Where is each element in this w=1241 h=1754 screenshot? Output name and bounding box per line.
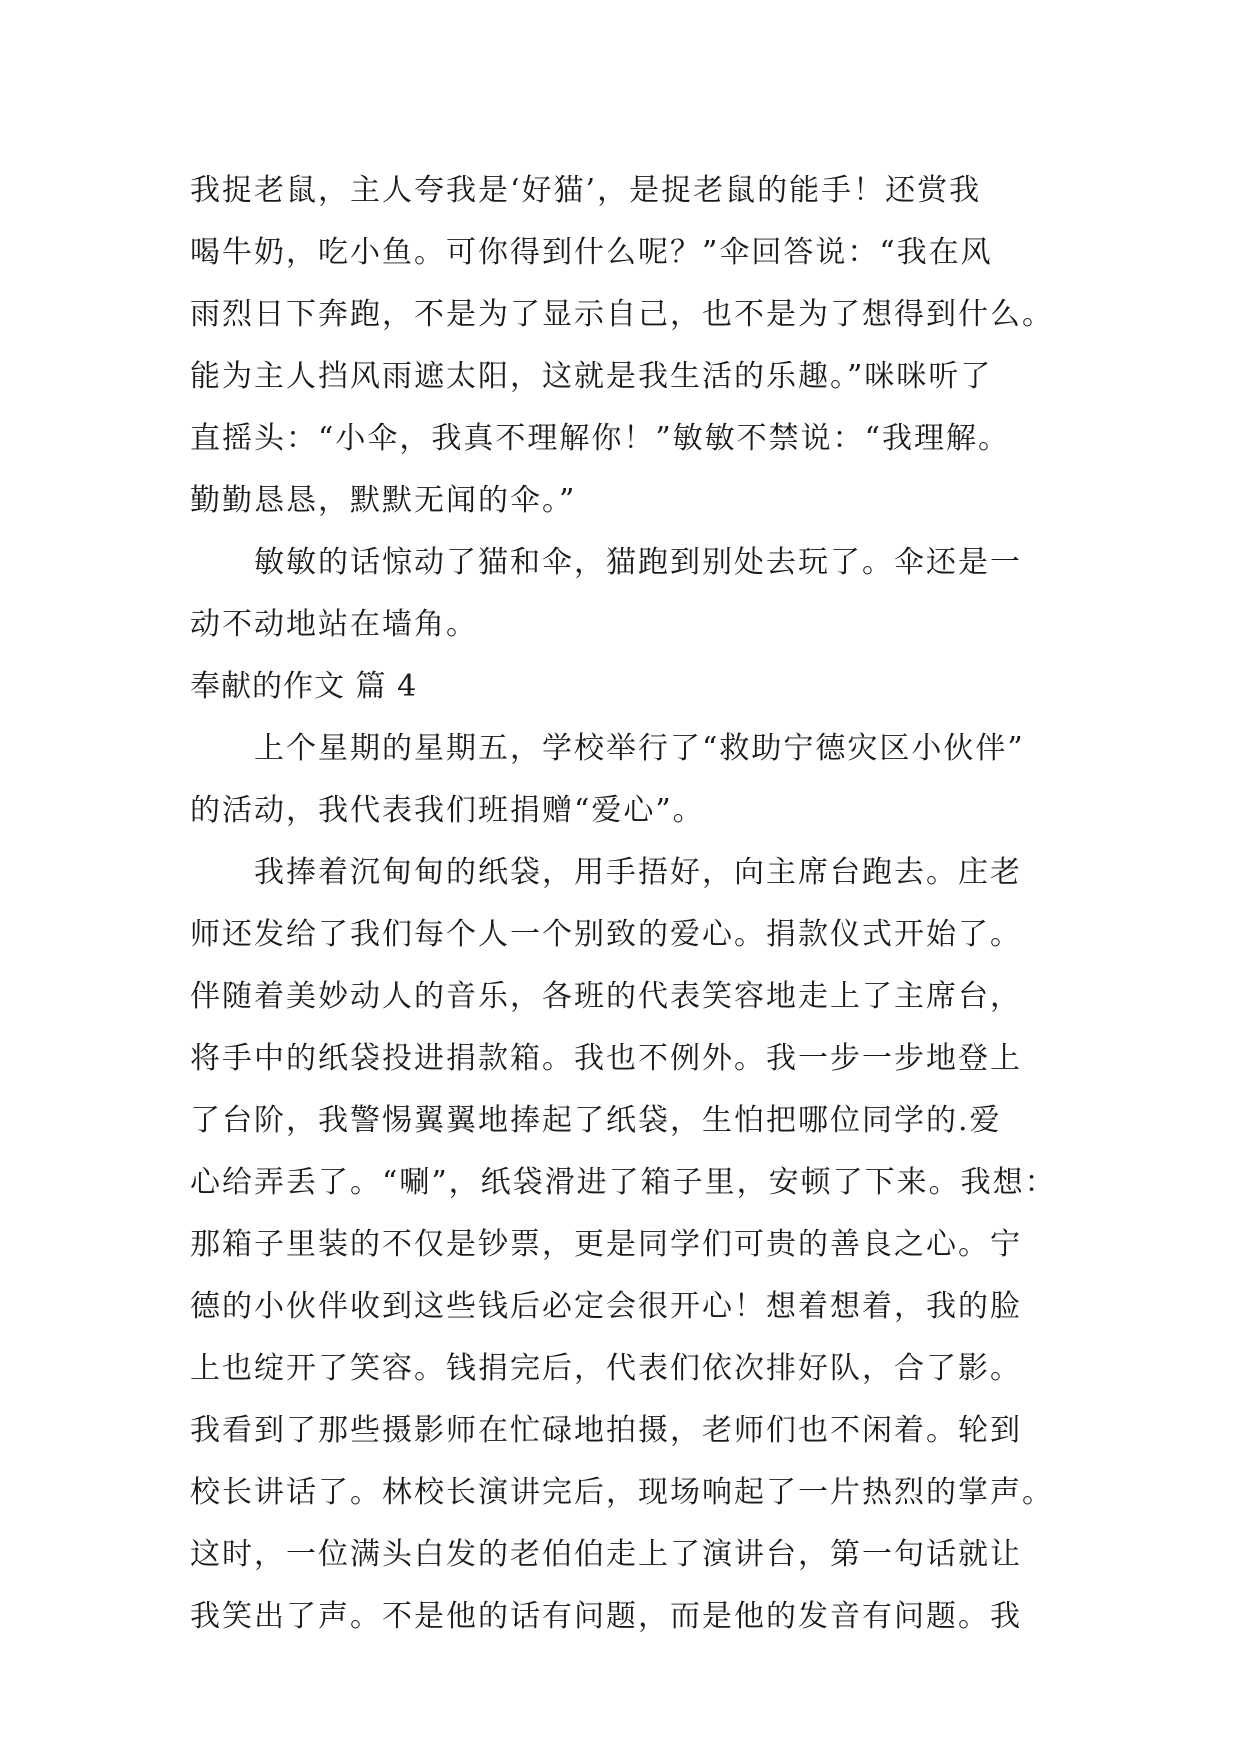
text-line: 的活动，我代表我们班捐赠“爱心”。 [190, 793, 705, 828]
text-line: 那箱子里装的不仅是钞票，更是同学们可贵的善良之心。宁 [190, 1227, 1022, 1262]
text-line: 我捉老鼠，主人夸我是‘好猫’，是捉老鼠的能手！还赏我 [190, 173, 982, 208]
text-line: 动不动地站在墙角。 [190, 607, 478, 642]
text-line: 将手中的纸袋投进捐款箱。我也不例外。我一步一步地登上 [190, 1041, 1022, 1076]
text-line: 喝牛奶，吃小鱼。可你得到什么呢？”伞回答说：“我在风 [190, 235, 993, 270]
text-line: 师还发给了我们每个人一个别致的爱心。捐款仪式开始了。 [190, 917, 1022, 952]
text-line: 我看到了那些摄影师在忙碌地拍摄，老师们也不闲着。轮到 [190, 1413, 1022, 1448]
text-line: 雨烈日下奔跑，不是为了显示自己，也不是为了想得到什么。 [190, 297, 1054, 332]
section-heading: 奉献的作文 篇 4 [190, 669, 418, 704]
text-line: 这时，一位满头白发的老伯伯走上了演讲台，第一句话就让 [190, 1537, 1022, 1572]
text-line: 能为主人挡风雨遮太阳，这就是我生活的乐趣。”咪咪听了 [190, 359, 993, 394]
text-line: 上也绽开了笑容。钱捐完后，代表们依次排好队，合了影。 [190, 1351, 1022, 1386]
text-line: 心给弄丢了。“唰”，纸袋滑进了箱子里，安顿了下来。我想： [190, 1165, 1057, 1200]
document-page [190, 160, 1057, 1648]
paragraph-start-line: 上个星期的星期五，学校举行了“救助宁德灾区小伙伴” [254, 731, 1025, 766]
text-line: 伴随着美妙动人的音乐，各班的代表笑容地走上了主席台， [190, 979, 1022, 1014]
text-line: 我笑出了声。不是他的话有问题，而是他的发音有问题。我 [190, 1599, 1022, 1634]
paragraph-start-line: 敏敏的话惊动了猫和伞，猫跑到别处去玩了。伞还是一 [254, 545, 1022, 580]
text-line: 校长讲话了。林校长演讲完后，现场响起了一片热烈的掌声。 [190, 1475, 1054, 1510]
text-line: 直摇头：“小伞，我真不理解你！”敏敏不禁说：“我理解。 [190, 421, 1011, 456]
text-line: 了台阶，我警惕翼翼地捧起了纸袋，生怕把哪位同学的.爱 [190, 1103, 1002, 1138]
paragraph-start-line: 我捧着沉甸甸的纸袋，用手捂好，向主席台跑去。庄老 [254, 855, 1022, 890]
text-line: 德的小伙伴收到这些钱后必定会很开心！想着想着，我的脸 [190, 1289, 1022, 1324]
text-line: 勤勤恳恳，默默无闻的伞。” [190, 483, 577, 518]
